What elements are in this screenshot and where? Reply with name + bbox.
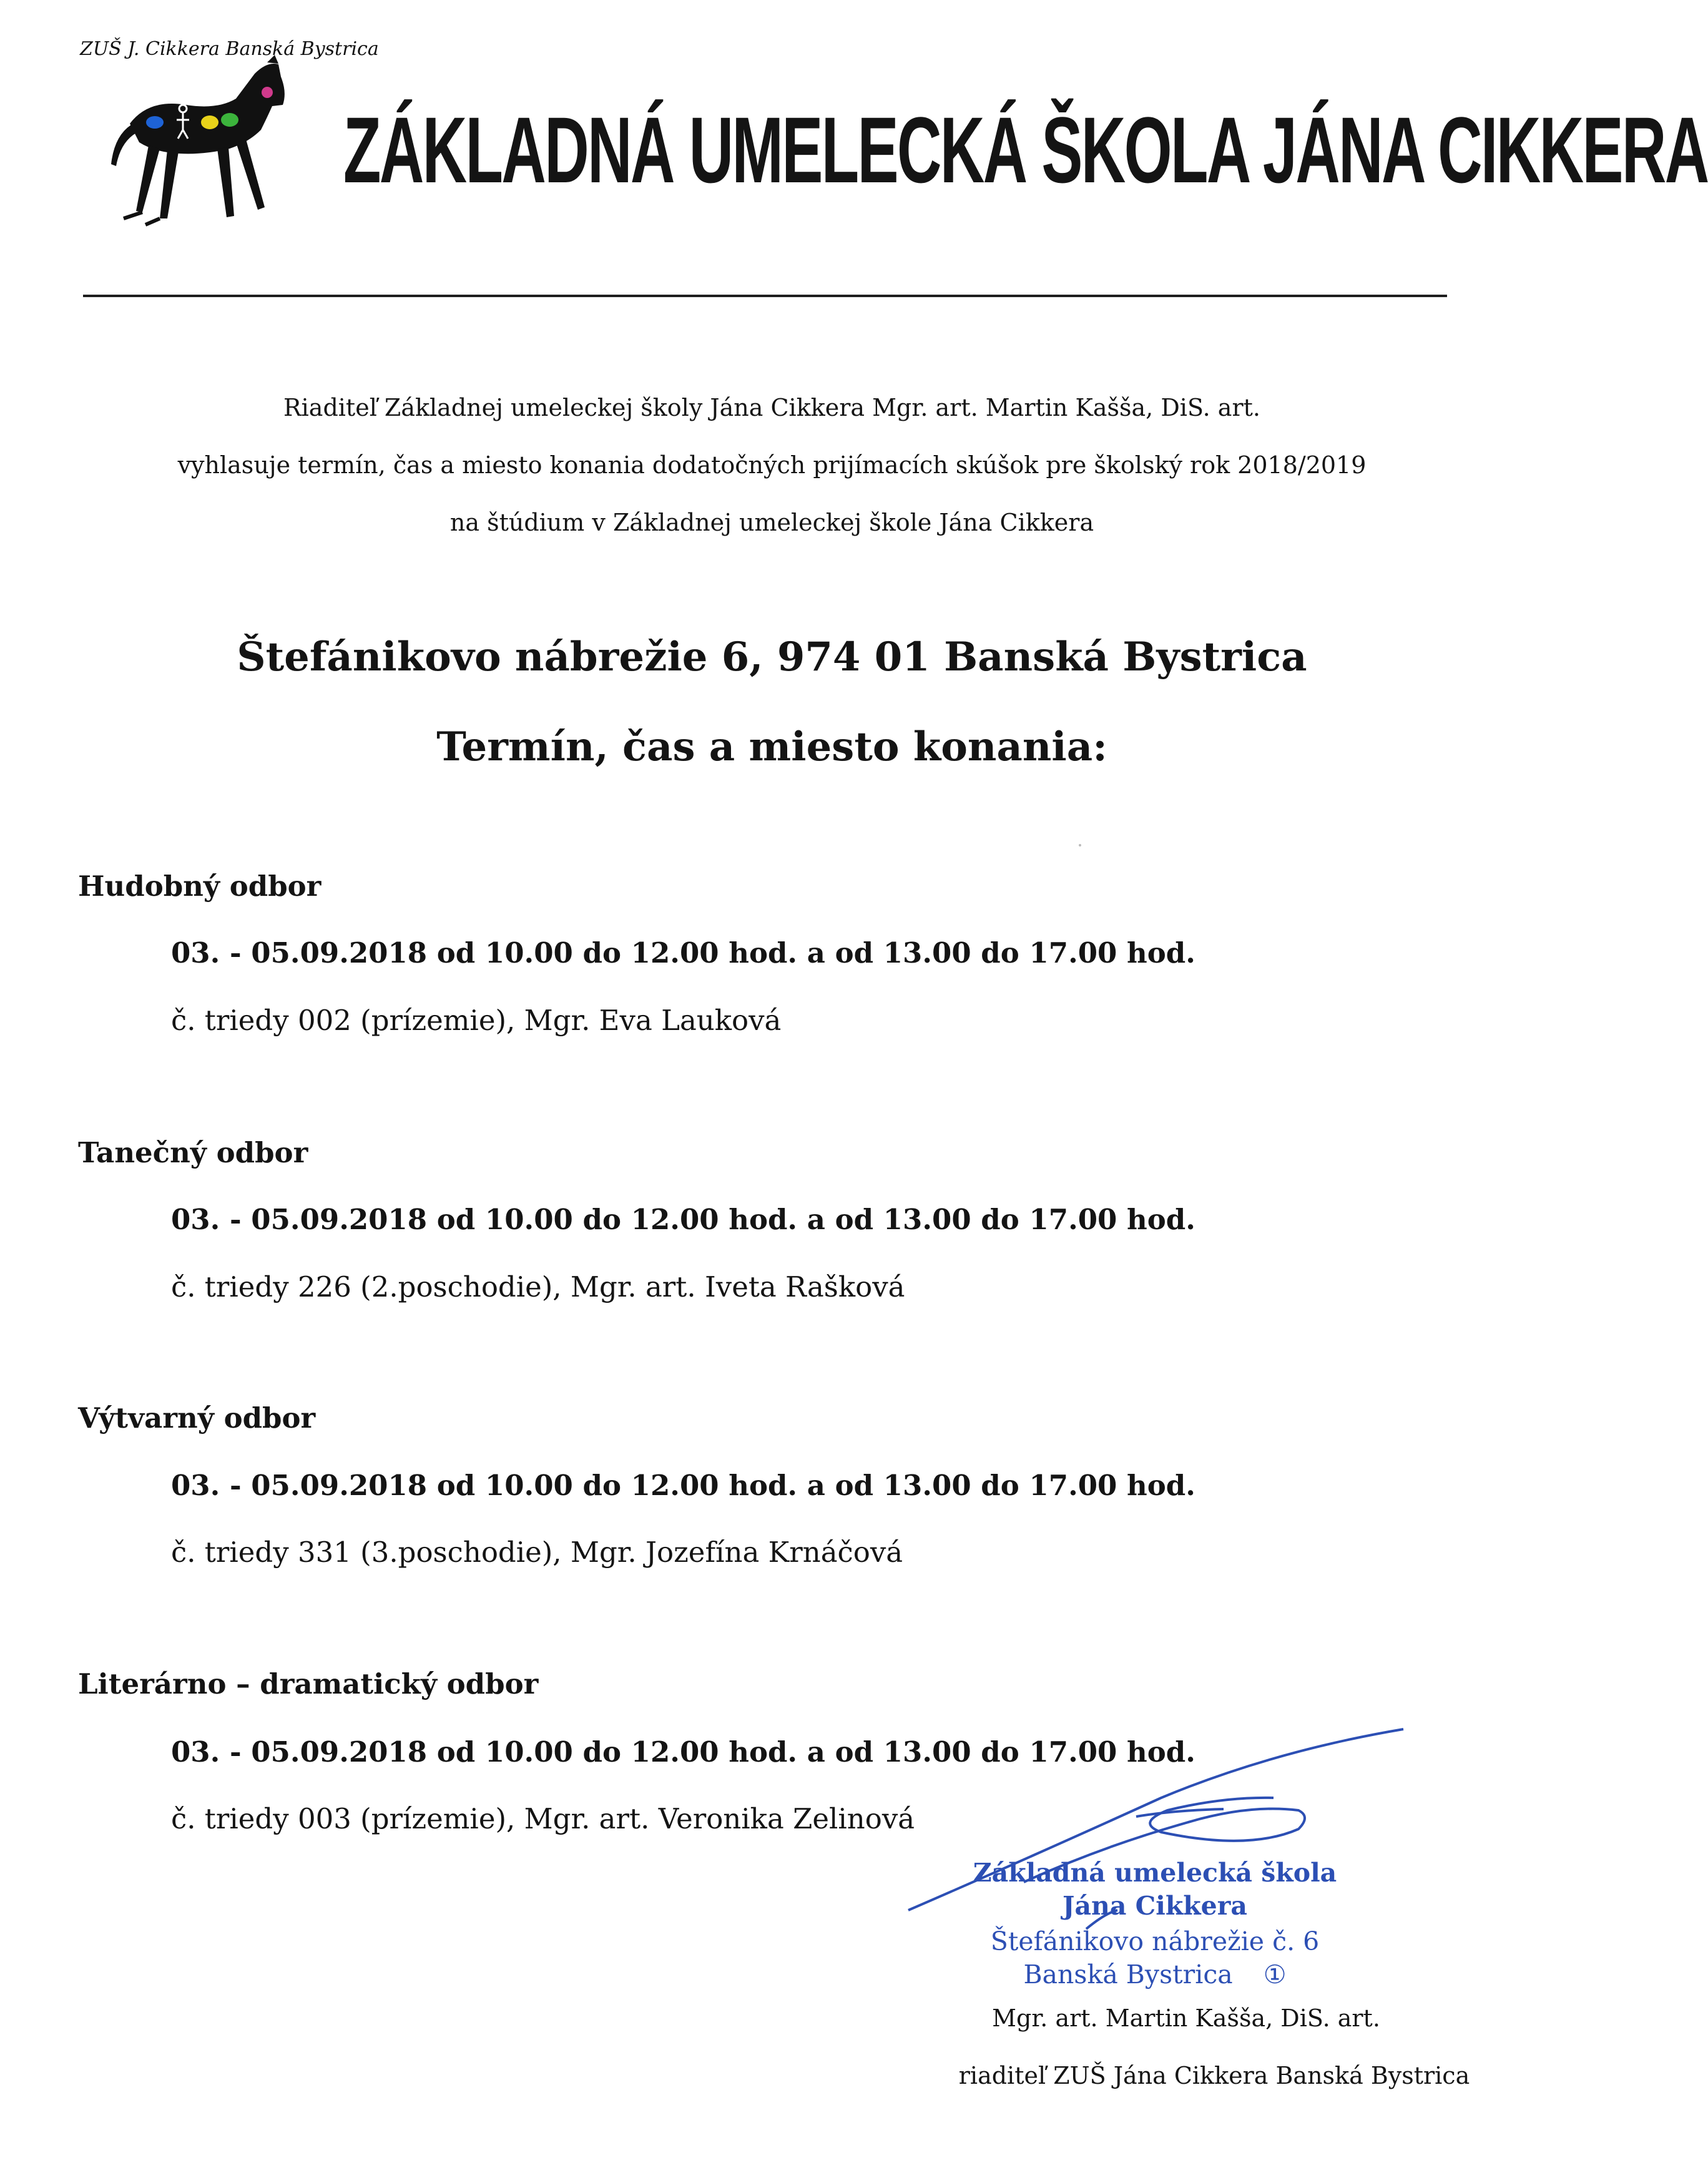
- stamp-line-1: Základná umelecká škola: [973, 1858, 1337, 1888]
- department-time: 03. - 05.09.2018 od 10.00 do 12.00 hod. a od 13.00 do 17.00 hod.: [171, 1203, 1195, 1236]
- horse-logo-icon: [80, 38, 379, 242]
- department-time: 03. - 05.09.2018 od 10.00 do 12.00 hod. a od 13.00 do 17.00 hod.: [171, 936, 1195, 969]
- department-name: Tanečný odbor: [78, 1136, 308, 1169]
- department-room: č. triedy 226 (2.poschodie), Mgr. art. Iveta Rašková: [171, 1270, 905, 1303]
- department-name: Literárno – dramatický odbor: [78, 1667, 539, 1700]
- header-divider: [83, 295, 1447, 297]
- stamp-mark: ①: [1263, 1960, 1287, 1989]
- department-room: č. triedy 002 (prízemie), Mgr. Eva Lauková: [171, 1004, 782, 1037]
- department-room: č. triedy 331 (3.poschodie), Mgr. Jozefína Krnáčová: [171, 1536, 903, 1569]
- stamp-line-3: Štefánikovo nábrežie č. 6: [990, 1926, 1320, 1956]
- department-name: Výtvarný odbor: [78, 1401, 316, 1435]
- section-heading: Termín, čas a miesto konania:: [436, 724, 1107, 770]
- stamp-line-2: Jána Cikkera: [1063, 1891, 1247, 1921]
- school-name: ZÁKLADNÁ UMELECKÁ ŠKOLA JÁNA CIKKERA: [343, 97, 1708, 202]
- department-name: Hudobný odbor: [78, 870, 321, 903]
- logo-text: ZUŠ J. Cikkera Banská Bystrica: [80, 38, 379, 60]
- stamp-line-4: [936, 1959, 1373, 1990]
- intro-line-2: vyhlasuje termín, čas a miesto konania dodatočných prijímacích skúšok pre školský rok 2018/2019: [177, 451, 1367, 479]
- department-time: 03. - 05.09.2018 od 10.00 do 12.00 hod. a od 13.00 do 17.00 hod.: [171, 1469, 1195, 1502]
- stamp-city: Banská Bystrica: [1023, 1960, 1233, 1989]
- address-heading: Štefánikovo nábrežie 6, 974 01 Banská Bystrica: [237, 634, 1307, 680]
- signer-role: riaditeľ ZUŠ Jána Cikkera Banská Bystrica: [958, 2062, 1470, 2089]
- signer-name: Mgr. art. Martin Kašša, DiS. art.: [992, 2004, 1380, 2032]
- department-time: 03. - 05.09.2018 od 10.00 do 12.00 hod. a od 13.00 do 17.00 hod.: [171, 1735, 1195, 1768]
- intro-line-3: na štúdium v Základnej umeleckej škole Jána Cikkera: [449, 509, 1094, 536]
- intro-line-1: Riaditeľ Základnej umeleckej školy Jána Cikkera Mgr. art. Martin Kašša, DiS. art.: [283, 394, 1260, 421]
- department-room: č. triedy 003 (prízemie), Mgr. art. Veronika Zelinová: [171, 1802, 915, 1835]
- scan-speck: [1079, 844, 1081, 846]
